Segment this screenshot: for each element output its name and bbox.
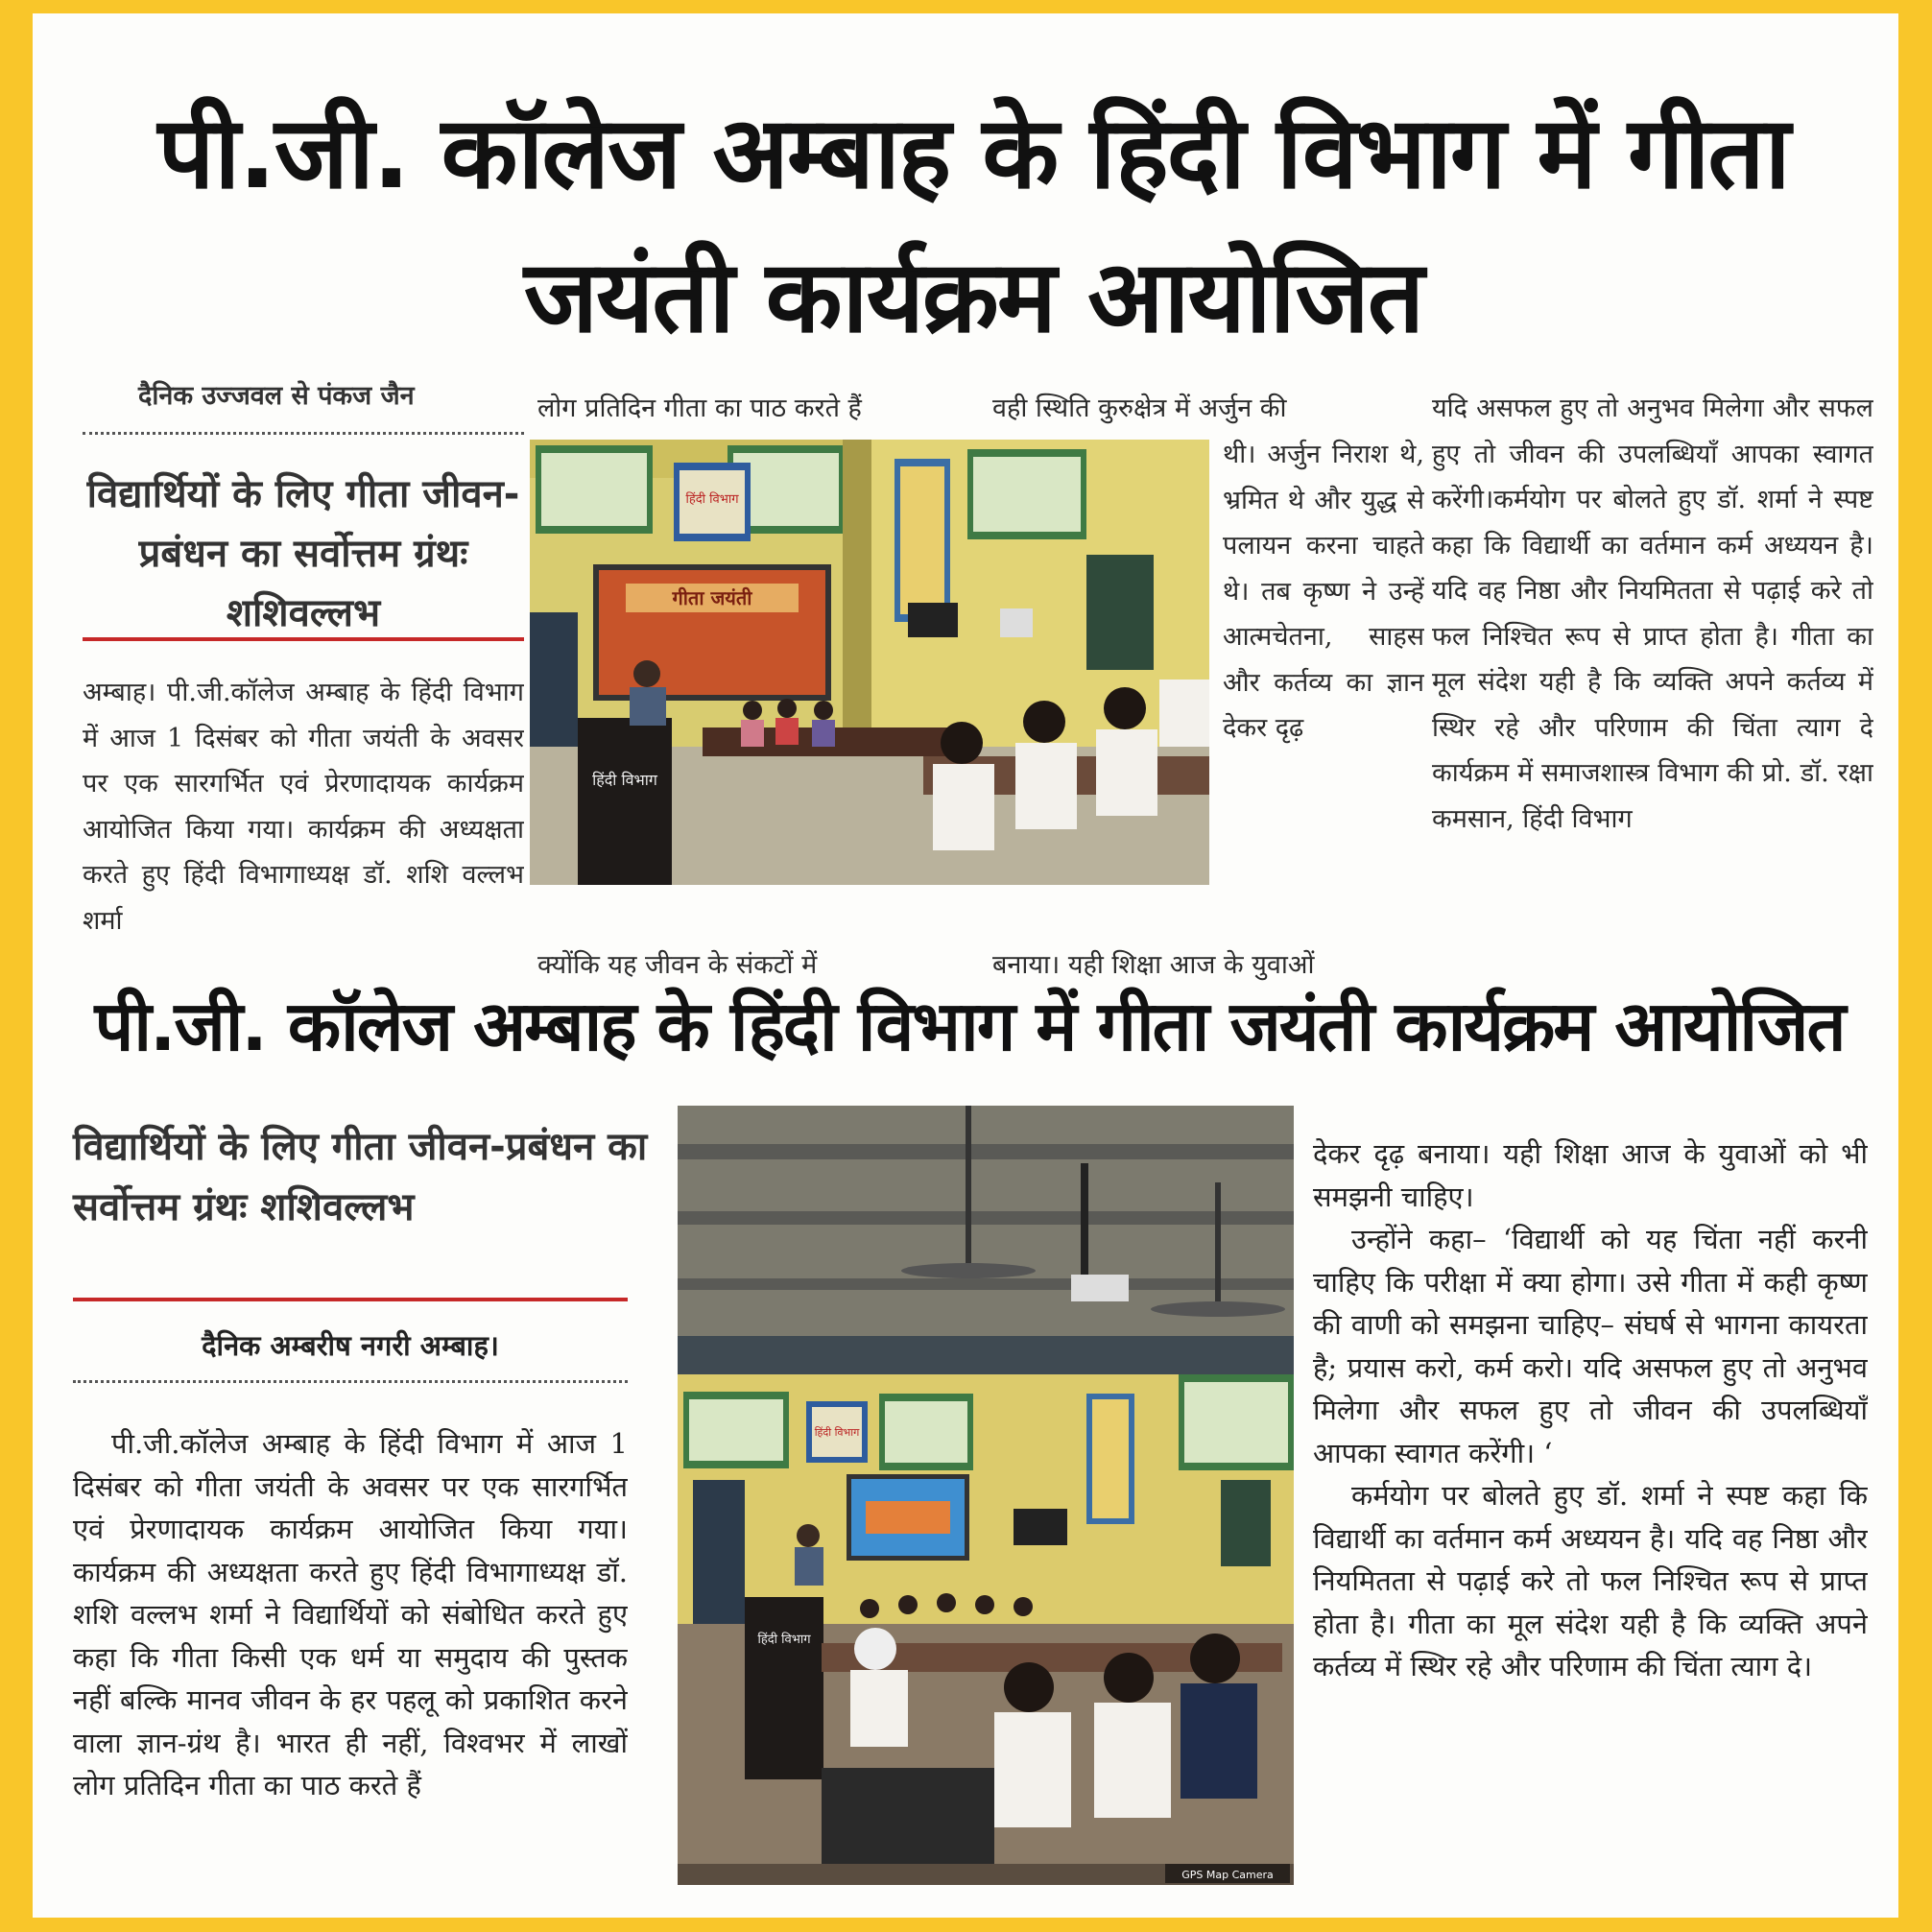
top-column-3-top: वही स्थिति कुरुक्षेत्र में अर्जुन की bbox=[992, 394, 1287, 423]
photo2-watermark: GPS Map Camera bbox=[1181, 1869, 1274, 1881]
top-column-4: यदि असफल हुए तो अनुभव मिलेगा और सफल हुए तो जीवन की उपलब्धियाँ आपका स्वागत करेंगी।कर्मयोग पर बोलते हुए डॉ. शर्मा ने स्पष्ट कहा कि विद्यार्थी का वर्तमान कर्म अध्ययन है। यदि वह निष्ठा और नियमितता से पढ़ाई करे तो फल निश्चित रूप से प्राप्त होता है। गीता का मूल संदेश यही है कि व्यक्ति अपने कर्तव्य में स्थिर रहे और परिणाम की चिंता त्याग दे कार्यक्रम में समाजशास्त्र विभाग की प्रो. डॉ. रक्षा कमसान, हिंदी विभाग bbox=[1432, 394, 1873, 834]
top-red-rule bbox=[83, 637, 524, 641]
top-dotted-divider bbox=[83, 432, 524, 435]
bottom-subheadline: विद्यार्थियों के लिए गीता जीवन-प्रबंधन का सर्वोत्तम ग्रंथः शशिवल्लभ bbox=[73, 1125, 648, 1229]
top-column-3-side: थी। अर्जुन निराश थे, भ्रमित थे और युद्ध से पलायन करना चाहते थे। तब कृष्ण ने उन्हें आत्मचेतना, साहस और कर्तव्य का ज्ञान देकर दृढ़ bbox=[1223, 440, 1424, 743]
bottom-right-paragraph-3: कर्मयोग पर बोलते हुए डॉ. शर्मा ने स्पष्ट कहा कि विद्यार्थी का वर्तमान कर्म अध्ययन है। यदि वह निष्ठा और नियमितता से पढ़ाई करे तो फल निश्चित रूप से प्राप्त होता है। गीता का मूल संदेश यही है कि व्यक्ति अपने कर्तव्य में स्थिर रहे और परिणाम की चिंता त्याग दे। bbox=[1313, 1479, 1868, 1682]
top-column-3-bottom: बनाया। यही शिक्षा आज के युवाओं bbox=[992, 950, 1315, 980]
bottom-right-paragraph-1: देकर दृढ़ बनाया। यही शिक्षा आज के युवाओं को भी समझनी चाहिए। bbox=[1313, 1137, 1868, 1213]
top-subheadline: विद्यार्थियों के लिए गीता जीवन-प्रबंधन का सर्वोत्तम ग्रंथः शशिवल्लभ bbox=[86, 472, 520, 635]
bottom-left-column: पी.जी.कॉलेज अम्बाह के हिंदी विभाग में आज 1 दिसंबर को गीता जयंती के अवसर पर एक सारगर्भित एवं प्रेरणादायक कार्यक्रम आयोजित किया गया। कार्यक्रम की अध्यक्षता करते हुए हिंदी विभागाध्यक्ष डॉ. शशि वल्लभ शर्मा ने विद्यार्थियों को संबोधित करते हुए कहा कि गीता किसी एक धर्म या समुदाय की पुस्तक नहीं बल्कि मानव जीवन के हर पहलू को प्रकाशित करने वाला ज्ञान-ग्रंथ है। भारत ही नहीं, विश्वभर में लाखों लोग प्रतिदिन गीता का पाठ करते हैं bbox=[73, 1427, 628, 1801]
top-column-1: अम्बाह। पी.जी.कॉलेज अम्बाह के हिंदी विभाग में आज 1 दिसंबर को गीता जयंती के अवसर पर एक सारगर्भित एवं प्रेरणादायक कार्यक्रम आयोजित किया गया। कार्यक्रम की अध्यक्षता करते हुए हिंदी विभागाध्यक्ष डॉ. शशि वल्लभ शर्मा bbox=[83, 678, 524, 936]
top-headline: पी.जी. कॉलेज अम्बाह के हिंदी विभाग में गीता जयंती कार्यक्रम आयोजित bbox=[157, 94, 1789, 355]
bottom-red-rule bbox=[73, 1298, 628, 1301]
photo1-screen-label: गीता जयंती bbox=[672, 586, 752, 609]
photo1-podium-label: हिंदी विभाग bbox=[592, 771, 657, 789]
bottom-right-paragraph-2: उन्होंने कहा– ‘विद्यार्थी को यह चिंता नहीं करनी चाहिए कि परीक्षा में क्या होगा। उसे गीता में कही कृष्ण की वाणी को समझना चाहिए– संघर्ष से भागना कायरता है; प्रयास करो, कर्म करो। यदि असफल हुए तो अनुभव मिलेगा और सफल हुए तो जीवन की उपलब्धियाँ आपका स्वागत करेंगी। ‘ bbox=[1313, 1223, 1868, 1469]
bottom-right-column bbox=[1313, 1133, 1868, 1891]
newspaper-clipping bbox=[33, 13, 1898, 1918]
bottom-headline: पी.जी. कॉलेज अम्बाह के हिंदी विभाग में गीता जयंती कार्यक्रम आयोजित bbox=[94, 986, 1845, 1066]
bottom-dotted-divider bbox=[73, 1380, 628, 1383]
photo2-board-label: हिंदी विभाग bbox=[814, 1426, 860, 1439]
classroom-photo-top bbox=[530, 440, 1209, 885]
photo2-podium-label: हिंदी विभाग bbox=[757, 1633, 811, 1647]
top-column-2-bottom: क्योंकि यह जीवन के संकटों में bbox=[537, 950, 818, 980]
top-byline: दैनिक उज्जवल से पंकज जैन bbox=[138, 381, 415, 411]
classroom-photo-bottom bbox=[678, 1106, 1294, 1885]
bottom-byline: दैनिक अम्बरीष नगरी अम्बाह। bbox=[202, 1329, 499, 1362]
photo1-board-label: हिंदी विभाग bbox=[685, 492, 739, 507]
top-column-2-top: लोग प्रतिदिन गीता का पाठ करते हैं bbox=[537, 394, 862, 423]
